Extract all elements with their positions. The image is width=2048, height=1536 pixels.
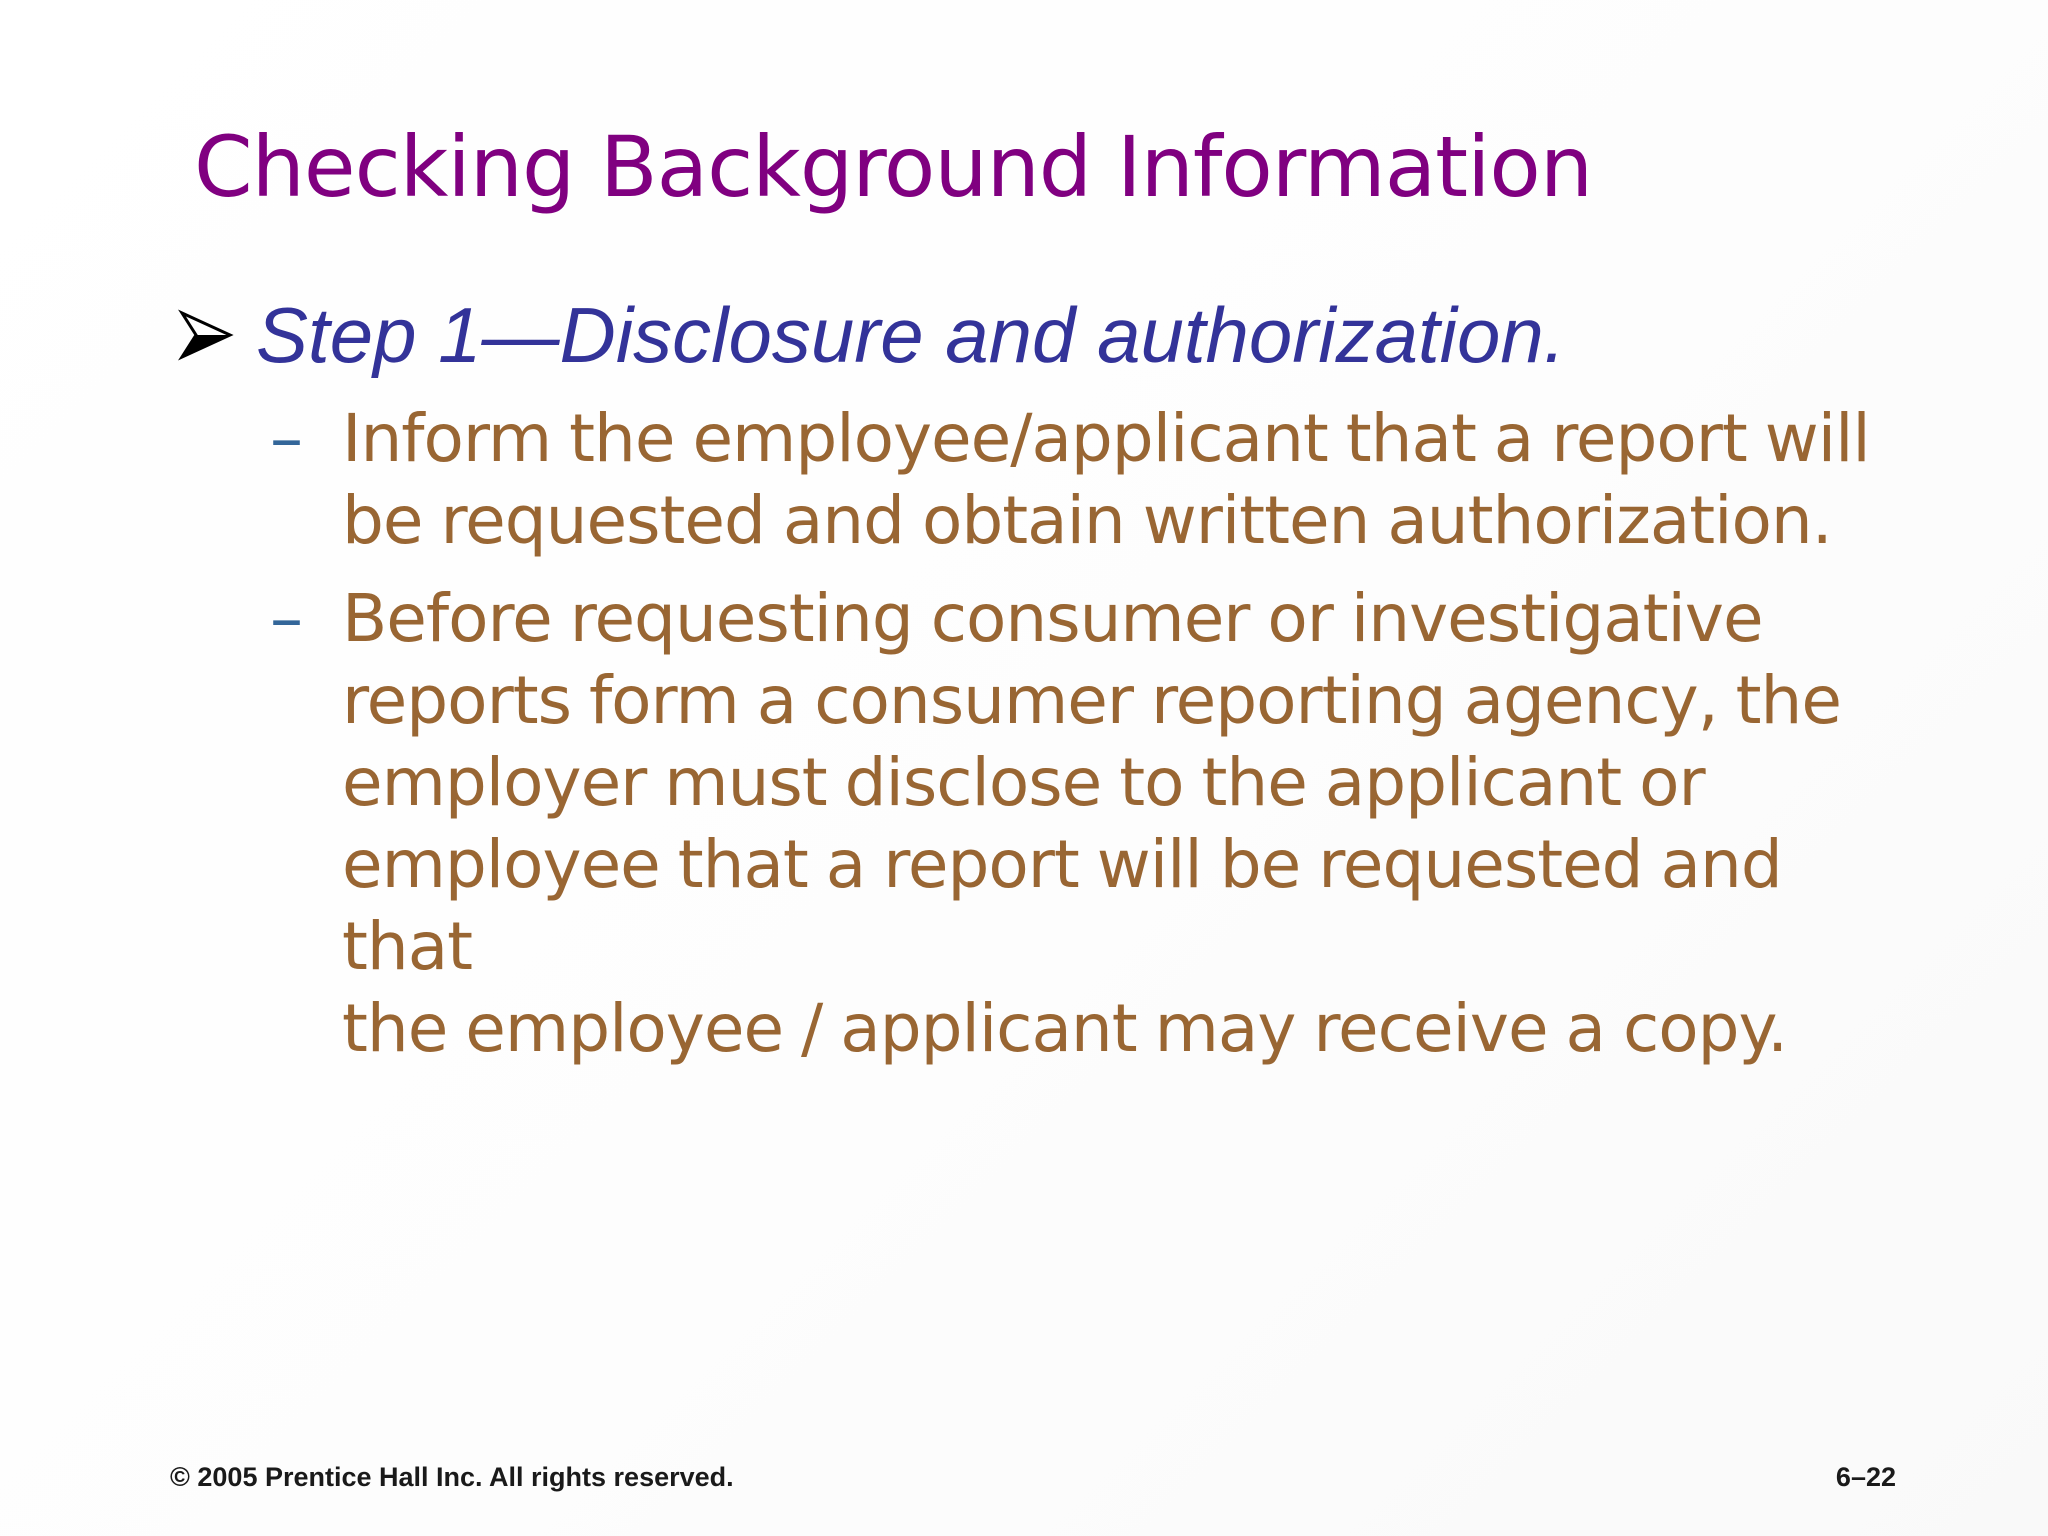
text-line: employee that a report will be requested and that [342,826,1782,985]
text-line: employer must disclose to the applicant or [342,744,1705,821]
text-line: reports form a consumer reporting agency, the [342,662,1841,739]
sub-bullet-list [270,398,1890,1086]
sub-bullet-text [342,578,1890,1070]
text-line: Before requesting consumer or investigative [342,580,1763,657]
dash-marker: – [270,580,303,657]
main-bullet [178,290,1565,380]
text-line: be requested and obtain written authorization. [342,482,1832,559]
dash-marker: – [270,400,303,477]
step-heading: Step 1—Disclosure and authorization. [256,291,1566,379]
footer-copyright: © 2005 Prentice Hall Inc. All rights reserved. [170,1462,734,1492]
sub-bullet-item [270,578,1890,1070]
sub-bullet-item [270,398,1890,562]
footer-page-number: 6–22 [1835,1462,1896,1492]
slide-title: Checking Background Information [194,118,1593,216]
text-line: Inform the employee/applicant that a report will [342,400,1870,477]
text-line: the employee / applicant may receive a copy. [342,990,1788,1067]
arrow-bullet-icon [178,307,234,363]
sub-bullet-text [342,398,1890,562]
